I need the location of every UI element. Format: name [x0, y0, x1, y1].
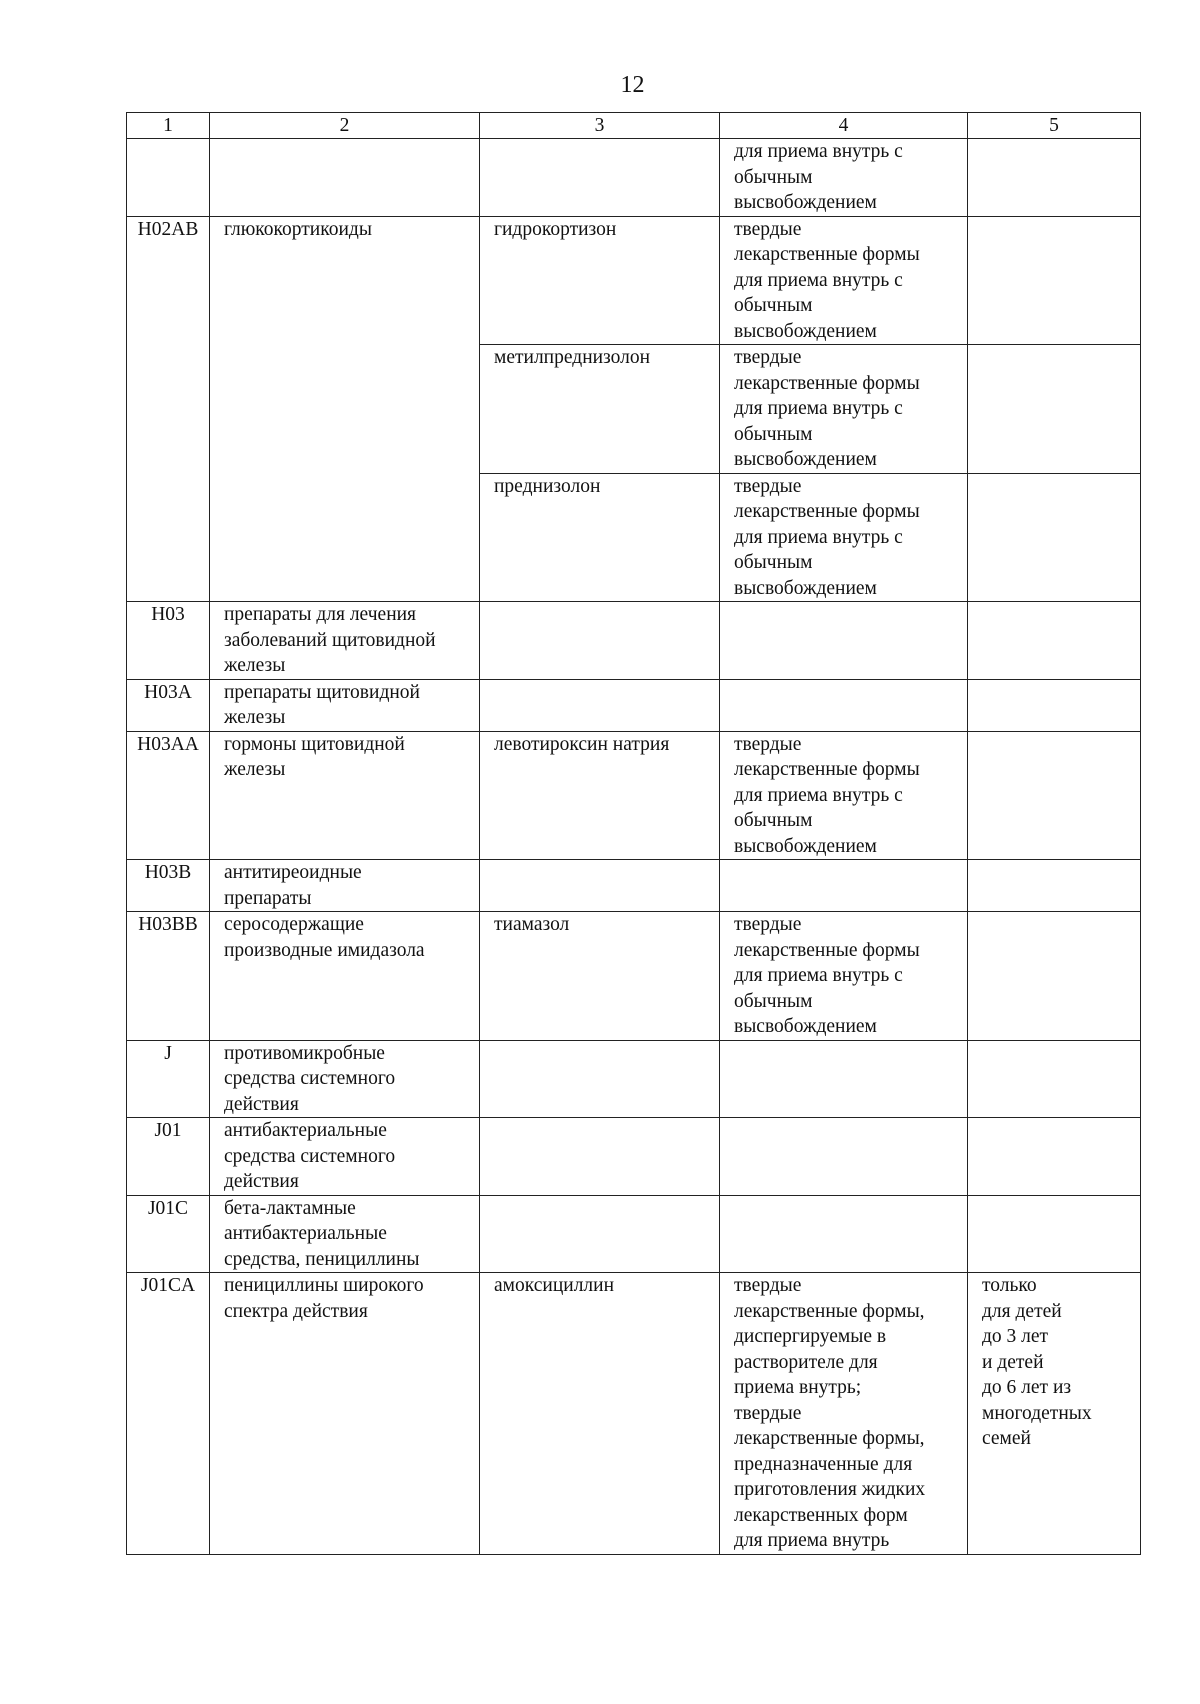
table-row: [127, 1118, 1141, 1196]
cell-text-line: препараты щитовидной: [224, 681, 420, 703]
cell-text-line: высвобождением: [734, 320, 877, 342]
cell-text-line: для приема внутрь с: [734, 141, 903, 162]
cell-text-line: лекарственные формы: [734, 759, 920, 780]
dosage-form-cell: [720, 139, 968, 217]
table-body: [127, 139, 1141, 1555]
cell-text-line: многодетных: [982, 1402, 1092, 1424]
group-name-cell: [210, 1118, 480, 1196]
cell-text-line: для приема внутрь с: [734, 784, 903, 806]
cell-text-line: твердые: [734, 347, 802, 368]
cell-text-line: обычным: [734, 166, 813, 188]
atc-code-cell: J01CA: [127, 1273, 210, 1555]
atc-code-cell: H02AB: [127, 216, 210, 602]
table-row: [127, 912, 1141, 1041]
cell-text-line: средства системного: [224, 1145, 396, 1167]
dosage-form-cell: [720, 860, 968, 912]
table-row: [127, 1273, 1141, 1555]
dosage-form-cell: [720, 731, 968, 860]
cell-text-line: обычным: [734, 295, 813, 316]
atc-code-cell: H03A: [127, 679, 210, 731]
drug-name-cell: левотироксин натрия: [480, 731, 720, 860]
cell-text-line: для приема внутрь: [734, 1530, 890, 1551]
drug-name-cell: метилпреднизолон: [480, 345, 720, 474]
column-header: 3: [480, 113, 720, 139]
drug-name-cell: [480, 602, 720, 680]
cell-text-line: средства системного: [224, 1068, 396, 1089]
atc-code-cell: H03B: [127, 860, 210, 912]
cell-text-line: лекарственных форм: [734, 1504, 908, 1526]
cell-text-line: твердые: [734, 1402, 802, 1424]
cell-text-line: растворителе для: [734, 1351, 878, 1373]
note-cell: [968, 602, 1141, 680]
cell-text-line: для приема внутрь с: [734, 269, 903, 291]
cell-text-line: твердые: [734, 914, 802, 935]
note-cell: [968, 139, 1141, 217]
table-row: [127, 602, 1141, 680]
cell-text-line: для приема внутрь с: [734, 398, 903, 419]
atc-code-cell: J: [127, 1040, 210, 1118]
cell-text-line: обычным: [734, 552, 813, 573]
group-name-cell: [210, 602, 480, 680]
cell-text-line: лекарственные формы: [734, 244, 920, 265]
cell-text-line: препараты: [224, 887, 312, 909]
cell-text-line: твердые: [734, 733, 802, 755]
cell-text-line: железы: [224, 759, 286, 780]
dosage-form-cell: [720, 912, 968, 1041]
note-cell: [968, 345, 1141, 474]
cell-text-line: лекарственные формы: [734, 501, 920, 522]
note-cell: [968, 860, 1141, 912]
cell-text-line: обычным: [734, 990, 813, 1012]
cell-text-line: до 6 лет из: [982, 1377, 1072, 1398]
group-name-cell: [210, 1273, 480, 1555]
dosage-form-cell: [720, 602, 968, 680]
cell-text-line: антибактериальные: [224, 1120, 387, 1141]
note-cell: [968, 216, 1141, 345]
cell-text-line: бета-лактамные: [224, 1197, 356, 1219]
atc-code-cell: H03BB: [127, 912, 210, 1041]
cell-text-line: лекарственные формы: [734, 372, 920, 394]
dosage-form-cell: [720, 1195, 968, 1273]
group-name-cell: [210, 731, 480, 860]
cell-text-line: для приема внутрь с: [734, 526, 903, 548]
group-name-cell: [210, 860, 480, 912]
cell-text-line: твердые: [734, 475, 802, 497]
cell-text-line: антибактериальные: [224, 1223, 387, 1244]
dosage-form-cell: [720, 473, 968, 602]
cell-text-line: спектра действия: [224, 1300, 368, 1322]
note-cell: [968, 679, 1141, 731]
atc-code-cell: J01: [127, 1118, 210, 1196]
atc-code-cell: H03: [127, 602, 210, 680]
cell-text-line: высвобождением: [734, 577, 877, 599]
cell-text-line: диспергируемые в: [734, 1326, 887, 1347]
table-row: [127, 679, 1141, 731]
cell-text-line: для детей: [982, 1300, 1062, 1322]
cell-text-line: средства, пенициллины: [224, 1248, 420, 1270]
group-name-cell: [210, 139, 480, 217]
note-cell: [968, 1040, 1141, 1118]
cell-text-line: приготовления жидких: [734, 1479, 926, 1500]
cell-text-line: для приема внутрь с: [734, 965, 903, 986]
drug-table: [126, 112, 1141, 1555]
cell-text-line: твердые: [734, 218, 802, 240]
note-cell: [968, 731, 1141, 860]
cell-text-line: серосодержащие: [224, 914, 364, 935]
table-row: [127, 216, 1141, 345]
cell-text-line: и детей: [982, 1351, 1044, 1373]
drug-name-cell: [480, 1195, 720, 1273]
drug-name-cell: [480, 1040, 720, 1118]
cell-text-line: твердые: [734, 1275, 802, 1296]
drug-name-cell: [480, 1118, 720, 1196]
group-name-cell: [210, 1040, 480, 1118]
drug-name-cell: [480, 139, 720, 217]
table-row: [127, 139, 1141, 217]
table-row: [127, 860, 1141, 912]
column-header: 4: [720, 113, 968, 139]
drug-name-cell: тиамазол: [480, 912, 720, 1041]
table-row: [127, 1195, 1141, 1273]
group-name-cell: [210, 912, 480, 1041]
dosage-form-cell: [720, 1040, 968, 1118]
cell-text-line: препараты для лечения: [224, 604, 417, 625]
cell-text-line: семей: [982, 1428, 1031, 1449]
header-row: [127, 113, 1141, 139]
cell-text-line: заболеваний щитовидной: [224, 629, 436, 651]
cell-text-line: обычным: [734, 423, 813, 445]
cell-text-line: железы: [224, 655, 286, 676]
column-header: 1: [127, 113, 210, 139]
note-cell: [968, 1273, 1141, 1555]
page-number: 12: [620, 72, 645, 98]
dosage-form-cell: [720, 1273, 968, 1555]
dosage-form-cell: [720, 1118, 968, 1196]
cell-text-line: высвобождением: [734, 192, 877, 213]
cell-text-line: действия: [224, 1093, 299, 1115]
drug-name-cell: преднизолон: [480, 473, 720, 602]
cell-text-line: противомикробные: [224, 1042, 385, 1064]
cell-text-line: приема внутрь;: [734, 1377, 862, 1398]
group-name-cell: [210, 679, 480, 731]
atc-code-cell: [127, 139, 210, 217]
cell-text-line: лекарственные формы: [734, 939, 920, 961]
cell-text-line: высвобождением: [734, 1016, 877, 1037]
drug-name-cell: [480, 679, 720, 731]
dosage-form-cell: [720, 345, 968, 474]
note-cell: [968, 912, 1141, 1041]
drug-name-cell: [480, 860, 720, 912]
cell-text-line: антитиреоидные: [224, 862, 362, 883]
table-row: [127, 731, 1141, 860]
atc-code-cell: J01C: [127, 1195, 210, 1273]
cell-text-line: до 3 лет: [982, 1326, 1049, 1347]
cell-text-line: производные имидазола: [224, 939, 425, 961]
cell-text-line: пенициллины широкого: [224, 1275, 424, 1296]
group-name-cell: [210, 1195, 480, 1273]
note-cell: [968, 1118, 1141, 1196]
column-header: 5: [968, 113, 1141, 139]
cell-text-line: высвобождением: [734, 449, 877, 470]
cell-text-line: только: [982, 1275, 1037, 1296]
cell-text-line: гормоны щитовидной: [224, 733, 405, 755]
atc-code-cell: H03AA: [127, 731, 210, 860]
cell-text-line: высвобождением: [734, 835, 877, 857]
dosage-form-cell: [720, 216, 968, 345]
column-header: 2: [210, 113, 480, 139]
cell-text-line: действия: [224, 1171, 299, 1192]
cell-text-line: железы: [224, 707, 286, 728]
cell-text-line: предназначенные для: [734, 1453, 913, 1475]
note-cell: [968, 1195, 1141, 1273]
note-cell: [968, 473, 1141, 602]
dosage-form-cell: [720, 679, 968, 731]
cell-text-line: лекарственные формы,: [734, 1300, 925, 1322]
cell-text-line: глюкокортикоиды: [224, 218, 372, 240]
cell-text-line: лекарственные формы,: [734, 1428, 925, 1449]
cell-text-line: обычным: [734, 810, 813, 831]
drug-name-cell: амоксициллин: [480, 1273, 720, 1555]
group-name-cell: [210, 216, 480, 602]
table-row: [127, 1040, 1141, 1118]
drug-name-cell: гидрокортизон: [480, 216, 720, 345]
